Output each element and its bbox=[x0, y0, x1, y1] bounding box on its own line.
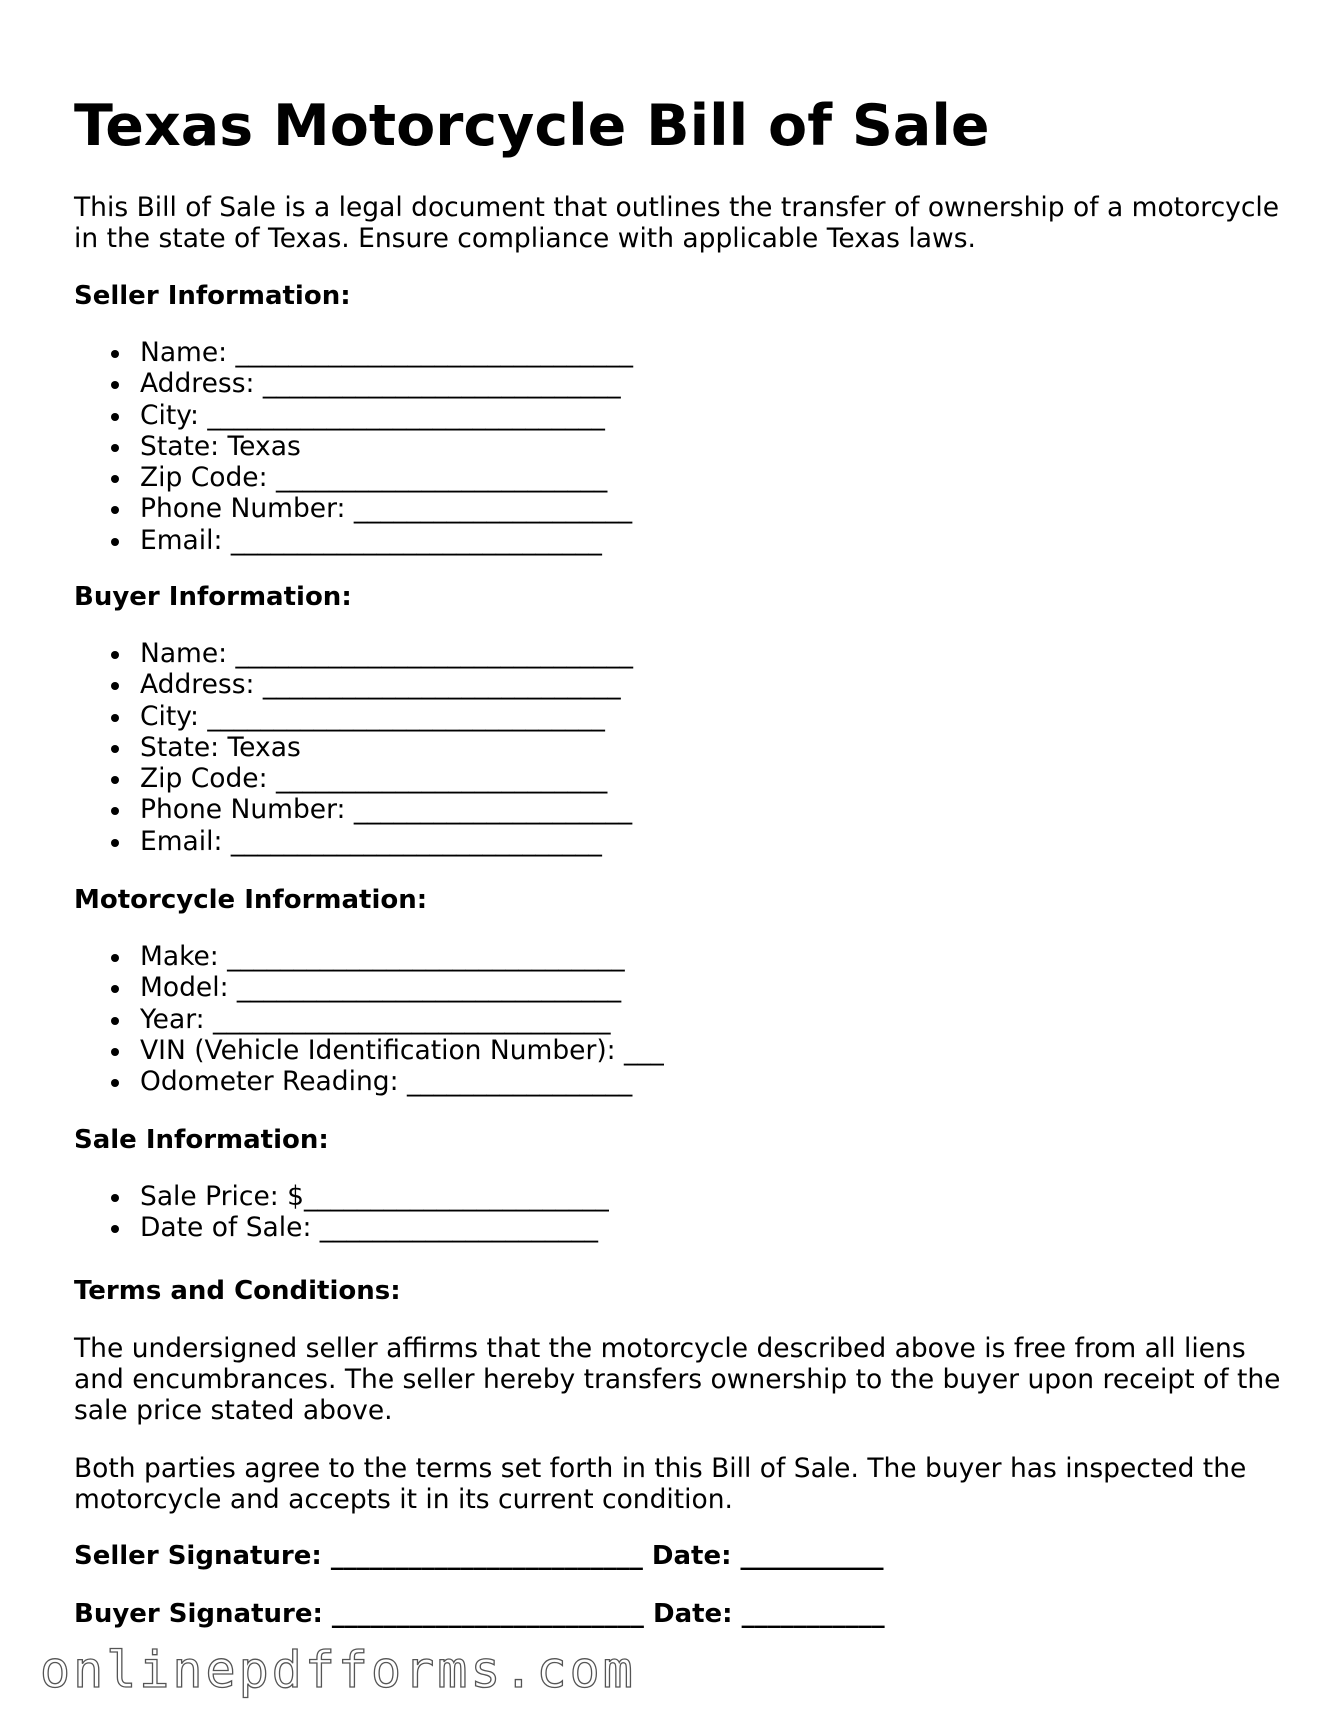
seller-address-field: Address: ___________________________ bbox=[74, 368, 633, 399]
seller-signature-line: Seller Signature: ________________________ Date: ___________ bbox=[74, 1541, 884, 1571]
buyer-city-field: City: ______________________________ bbox=[74, 701, 633, 732]
document-title: Texas Motorcycle Bill of Sale bbox=[74, 93, 990, 159]
motorcycle-fields-list bbox=[74, 941, 664, 1097]
watermark-logo: onlinepdfforms.com bbox=[40, 1641, 636, 1699]
seller-name-field: Name: ______________________________ bbox=[74, 337, 633, 368]
buyer-name-field: Name: ______________________________ bbox=[74, 638, 633, 669]
sale-heading: Sale Information: bbox=[74, 1125, 329, 1155]
motorcycle-year-field: Year: ______________________________ bbox=[74, 1004, 664, 1035]
seller-email-field: Email: ____________________________ bbox=[74, 525, 633, 556]
seller-heading: Seller Information: bbox=[74, 281, 351, 311]
seller-state-field: State: Texas bbox=[74, 431, 633, 462]
seller-fields-list bbox=[74, 337, 633, 556]
terms-paragraph-1: The undersigned seller affirms that the motorcycle described above is free from all liens and encumbrances. The seller hereby transfers ownership to the buyer upon receipt of the sale price stated above. bbox=[74, 1333, 1281, 1426]
buyer-state-field: State: Texas bbox=[74, 732, 633, 763]
buyer-email-field: Email: ____________________________ bbox=[74, 826, 633, 857]
buyer-fields-list bbox=[74, 638, 633, 857]
buyer-signature-line: Buyer Signature: ________________________ Date: ___________ bbox=[74, 1599, 885, 1629]
motorcycle-odometer-field: Odometer Reading: _________________ bbox=[74, 1066, 664, 1097]
buyer-heading: Buyer Information: bbox=[74, 582, 352, 612]
terms-heading: Terms and Conditions: bbox=[74, 1276, 401, 1306]
buyer-phone-field: Phone Number: _____________________ bbox=[74, 794, 633, 825]
seller-zip-field: Zip Code: _________________________ bbox=[74, 462, 633, 493]
motorcycle-vin-field: VIN (Vehicle Identification Number): ___ bbox=[74, 1035, 664, 1066]
seller-city-field: City: ______________________________ bbox=[74, 400, 633, 431]
intro-paragraph: This Bill of Sale is a legal document that outlines the transfer of ownership of a motorcycle in the state of Texas. Ensure compliance with applicable Texas laws. bbox=[74, 192, 1280, 254]
buyer-zip-field: Zip Code: _________________________ bbox=[74, 763, 633, 794]
terms-paragraph-2: Both parties agree to the terms set forth in this Bill of Sale. The buyer has inspected the motorcycle and accepts it in its current condition. bbox=[74, 1453, 1247, 1515]
buyer-address-field: Address: ___________________________ bbox=[74, 669, 633, 700]
motorcycle-model-field: Model: _____________________________ bbox=[74, 972, 664, 1003]
sale-fields-list bbox=[74, 1181, 609, 1244]
sale-price-field: Sale Price: $_______________________ bbox=[74, 1181, 609, 1212]
seller-phone-field: Phone Number: _____________________ bbox=[74, 493, 633, 524]
motorcycle-make-field: Make: ______________________________ bbox=[74, 941, 664, 972]
motorcycle-heading: Motorcycle Information: bbox=[74, 885, 428, 915]
sale-date-field: Date of Sale: _____________________ bbox=[74, 1212, 609, 1243]
